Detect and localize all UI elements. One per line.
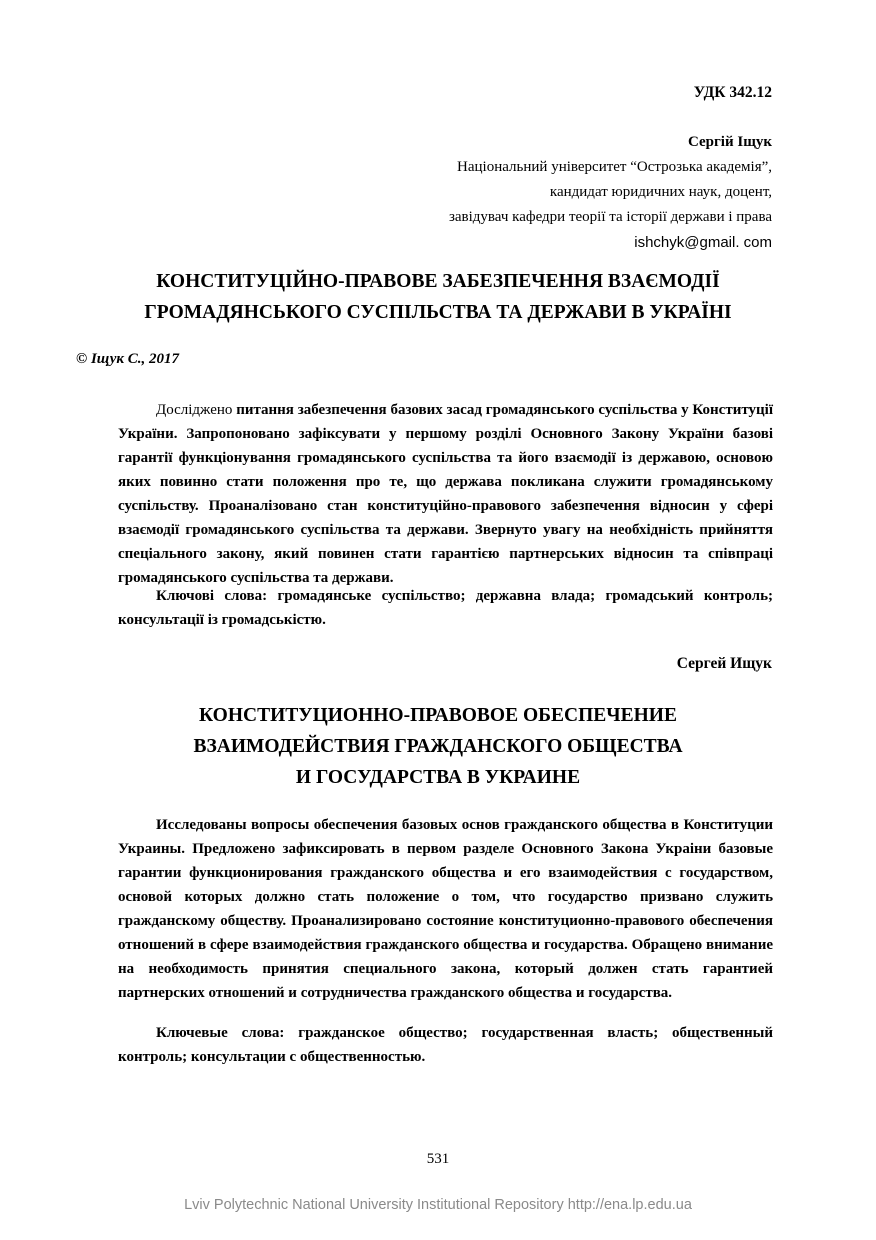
- author-name-ru: Сергей Ищук: [676, 655, 772, 672]
- abstract-uk: [118, 398, 773, 590]
- title-ru: [60, 700, 816, 793]
- abstract-uk-emphasis: питання забезпечення базових засад громадянського суспільства у Конституції України. Запропоновано зафіксувати у першому розділі Основного Закону України: [118, 402, 773, 442]
- copyright-notice: © Іщук С., 2017: [76, 351, 180, 367]
- author-name-uk: Сергій Іщук: [687, 134, 772, 150]
- keywords-ru: Ключевые слова: гражданское общество; государственная власть; общественный контроль; консультации с общественностью.: [118, 1025, 773, 1065]
- author-degree: кандидат юридичних наук, доцент,: [549, 184, 772, 200]
- title-ru-line: ВЗАИМОДЕЙСТВИЯ ГРАЖДАНСКОГО ОБЩЕСТВА: [193, 736, 683, 757]
- author-affiliation: Національний університет “Острозька академія”,: [457, 159, 772, 175]
- abstract-uk-text: базові гарантії функціонування громадянського суспільства та його взаємодії із державою, основою яких повинно стати положення про те, що держава покликана служити громадянському суспільству. Проаналізовано стан конституційно-правового забезпечення відносин у сфері взаємодії громадянського суспільства та держави. Звернуто увагу на необхідність прийняття спеціального закону, який повинен стати гарантією партнерських відносин та співпраці громадянського суспільства та держави.: [118, 426, 773, 586]
- title-uk-line: КОНСТИТУЦІЙНО-ПРАВОВЕ ЗАБЕЗПЕЧЕННЯ ВЗАЄМОДІЇ: [156, 271, 720, 292]
- title-ru-line: КОНСТИТУЦИОННО-ПРАВОВОЕ ОБЕСПЕЧЕНИЕ: [199, 705, 677, 726]
- title-ru-line: И ГОСУДАРСТВА В УКРАИНЕ: [295, 767, 581, 788]
- title-uk: [60, 266, 816, 328]
- abstract-ru: Исследованы вопросы обеспечения базовых основ гражданского общества в Конституции Украины. Предложено зафиксировать в первом разделе Основного Закона Украіни базовые гарантии функционирования гражданского общества и его взаимодействия с государством, основой которых должно стать положение о том, что государство призвано служить гражданскому обществу. Проанализировано состояние конституционно-правового обеспечения отношений в сфере взаимодействия гражданского общества и государства. Обращено внимание на необходимость принятия специального закона, который должен стать гарантией партнерских отношений и сотрудничества гражданского общества и государства.: [118, 817, 773, 1001]
- udk-code: УДК 342.12: [693, 84, 772, 101]
- abstract-uk-lead: Досліджено: [156, 402, 237, 418]
- keywords-uk: Ключові слова: громадянське суспільство; державна влада; громадський контроль; консультації із громадськістю.: [118, 588, 773, 628]
- author-position: завідувач кафедри теорії та історії держави і права: [448, 209, 772, 225]
- author-email: ishchyk@gmail. com: [634, 234, 772, 251]
- repository-footer: Lviv Polytechnic National University Institutional Repository http://ena.lp.edu.ua: [184, 1197, 692, 1213]
- title-uk-line: ГРОМАДЯНСЬКОГО СУСПІЛЬСТВА ТА ДЕРЖАВИ В УКРАЇНІ: [144, 302, 732, 323]
- page-number: 531: [426, 1151, 450, 1167]
- author-block-uk: [449, 130, 772, 255]
